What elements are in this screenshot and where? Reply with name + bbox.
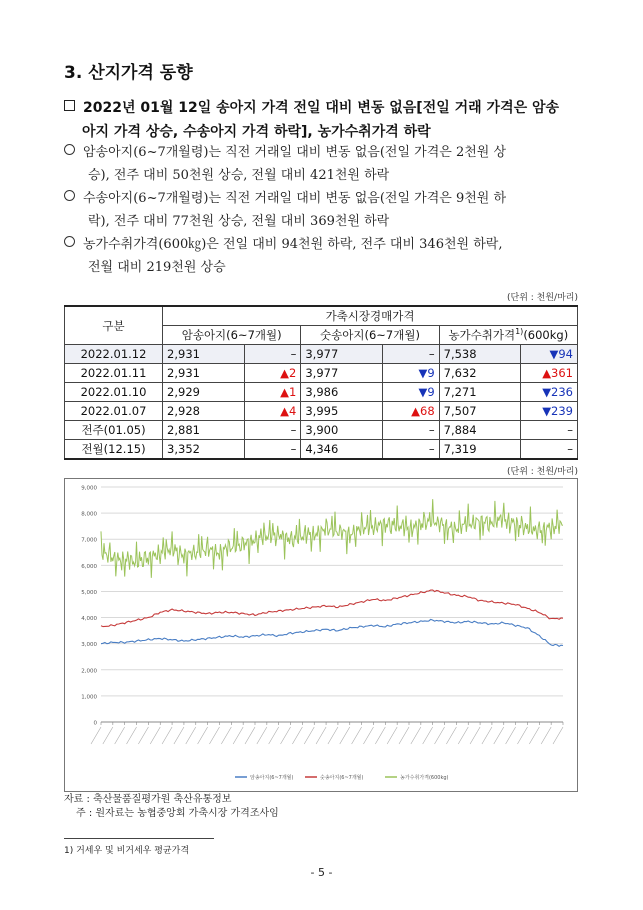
source-note	[64, 793, 279, 821]
headline	[64, 96, 594, 144]
source-line1: 자료 : 축산물품질평가원 축산유통정보	[64, 794, 232, 805]
x-tick-label	[162, 727, 172, 744]
change-cell: –	[382, 440, 439, 460]
change-cell: –	[521, 421, 578, 440]
legend-label: 숫송아지(6~7개월)	[320, 775, 364, 781]
header-main: 가축시장경매가격	[163, 306, 578, 326]
x-tick-label	[470, 727, 480, 744]
x-tick-label	[494, 727, 504, 744]
x-tick-label	[387, 727, 397, 744]
series-line	[101, 499, 563, 578]
line-chart	[65, 479, 577, 791]
x-tick-label	[91, 727, 101, 744]
y-tick-label: 8,000	[81, 511, 97, 518]
date-cell: 2022.01.10	[65, 383, 163, 402]
x-tick-label	[174, 727, 184, 744]
price-table	[64, 305, 578, 460]
x-tick-label	[352, 727, 362, 744]
value-cell: 2,928	[163, 402, 245, 421]
bullet-line2: 전월 대비 219천원 상승	[88, 260, 226, 275]
headline-line1: 2022년 01월 12일 송아지 가격 전일 대비 변동 없음[전일 거래 가격은 암송	[83, 100, 560, 116]
value-cell: 2,881	[163, 421, 245, 440]
change-cell: ▲1	[244, 383, 301, 402]
x-tick-label	[411, 727, 421, 744]
x-tick-label	[103, 727, 113, 744]
change-cell: ▼94	[521, 345, 578, 364]
x-tick-label	[233, 727, 243, 744]
change-cell: ▼236	[521, 383, 578, 402]
value-cell: 2,929	[163, 383, 245, 402]
x-tick-label	[127, 727, 137, 744]
x-tick-label	[245, 727, 255, 744]
x-tick-label	[198, 727, 208, 744]
change-cell: –	[244, 421, 301, 440]
change-cell: –	[382, 421, 439, 440]
value-cell: 2,931	[163, 345, 245, 364]
y-tick-label: 6,000	[81, 563, 97, 570]
table-unit: (단위 : 천원/마리)	[507, 293, 578, 303]
date-cell: 전월(12.15)	[65, 440, 163, 460]
x-tick-label	[292, 727, 302, 744]
y-tick-label: 9,000	[81, 485, 97, 492]
table-row	[65, 383, 578, 402]
y-tick-label: 1,000	[81, 694, 97, 701]
table-row	[65, 421, 578, 440]
value-cell: 2,931	[163, 364, 245, 383]
change-cell: ▼9	[382, 383, 439, 402]
headline-line2: 아지 가격 상승, 수송아지 가격 하락], 농가수취가격 하락	[82, 124, 431, 140]
change-cell: ▲4	[244, 402, 301, 421]
x-tick-label	[115, 727, 125, 744]
x-tick-label	[458, 727, 468, 744]
date-cell: 2022.01.07	[65, 402, 163, 421]
x-tick-label	[221, 727, 231, 744]
square-bullet-icon	[64, 100, 75, 111]
footnote: 1) 거세우 및 비거세우 평균가격	[64, 846, 190, 856]
value-cell: 7,507	[439, 402, 521, 421]
x-tick-label	[541, 727, 551, 744]
value-cell: 7,884	[439, 421, 521, 440]
legend-label: 농가수취가격(600kg)	[400, 775, 449, 781]
x-tick-label	[553, 727, 563, 744]
change-cell: ▲68	[382, 402, 439, 421]
value-cell: 7,271	[439, 383, 521, 402]
x-tick-label	[257, 727, 267, 744]
x-tick-label	[529, 727, 539, 744]
change-cell: –	[244, 440, 301, 460]
bullet-item	[64, 141, 594, 187]
header-col2: 숫송아지(6~7개월)	[301, 326, 439, 345]
change-cell: ▼9	[382, 364, 439, 383]
change-cell: ▲2	[244, 364, 301, 383]
date-cell: 전주(01.05)	[65, 421, 163, 440]
x-tick-label	[482, 727, 492, 744]
x-tick-label	[435, 727, 445, 744]
x-tick-label	[363, 727, 373, 744]
x-tick-label	[209, 727, 219, 744]
table-row	[65, 364, 578, 383]
change-cell: –	[382, 345, 439, 364]
circle-bullet-icon	[64, 144, 75, 155]
y-tick-label: 0	[93, 720, 97, 727]
footnote-divider	[64, 838, 214, 839]
x-tick-label	[446, 727, 456, 744]
value-cell: 4,346	[301, 440, 383, 460]
bullet-item	[64, 187, 594, 233]
x-tick-label	[316, 727, 326, 744]
x-tick-label	[150, 727, 160, 744]
value-cell: 3,986	[301, 383, 383, 402]
y-tick-label: 2,000	[81, 668, 97, 675]
table-row	[65, 345, 578, 364]
bullet-line2: 락), 전주 대비 77천원 상승, 전월 대비 369천원 하락	[88, 214, 390, 229]
source-line2: 주 : 원자료는 농협중앙회 가축시장 가격조사임	[76, 808, 279, 819]
circle-bullet-icon	[64, 236, 75, 247]
x-tick-label	[138, 727, 148, 744]
table-row	[65, 402, 578, 421]
chart-unit: (단위 : 천원/마리)	[507, 467, 578, 477]
change-cell: ▼239	[521, 402, 578, 421]
section-title: 3. 산지가격 동향	[64, 63, 193, 83]
date-cell: 2022.01.11	[65, 364, 163, 383]
y-tick-label: 5,000	[81, 589, 97, 596]
series-line	[101, 590, 563, 627]
x-tick-label	[281, 727, 291, 744]
x-tick-label	[186, 727, 196, 744]
value-cell: 3,995	[301, 402, 383, 421]
page-number: - 5 -	[310, 866, 333, 879]
price-chart	[64, 478, 578, 792]
value-cell: 3,352	[163, 440, 245, 460]
date-cell: 2022.01.12	[65, 345, 163, 364]
bullet-line2: 승), 전주 대비 50천원 상승, 전월 대비 421천원 하락	[88, 168, 390, 183]
bullet-item	[64, 233, 594, 279]
change-cell: –	[244, 345, 301, 364]
header-col1: 암송아지(6~7개월)	[163, 326, 301, 345]
x-tick-label	[423, 727, 433, 744]
change-cell: –	[521, 440, 578, 460]
x-tick-label	[328, 727, 338, 744]
y-tick-label: 3,000	[81, 642, 97, 649]
table-row	[65, 440, 578, 460]
x-tick-label	[304, 727, 314, 744]
x-tick-label	[399, 727, 409, 744]
bullet-line1: 농가수취가격(600㎏)은 전일 대비 94천원 하락, 전주 대비 346천원 하락,	[83, 237, 503, 252]
bullet-line1: 암송아지(6~7개월령)는 직전 거래일 대비 변동 없음(전일 가격은 2천원 상	[83, 145, 507, 160]
bullet-line1: 수송아지(6~7개월령)는 직전 거래일 대비 변동 없음(전일 가격은 9천원 하	[83, 191, 507, 206]
x-tick-label	[517, 727, 527, 744]
value-cell: 7,538	[439, 345, 521, 364]
header-group: 구분	[65, 306, 163, 345]
x-tick-label	[269, 727, 279, 744]
value-cell: 3,900	[301, 421, 383, 440]
x-tick-label	[340, 727, 350, 744]
value-cell: 3,977	[301, 364, 383, 383]
value-cell: 7,632	[439, 364, 521, 383]
series-line	[101, 619, 563, 646]
x-tick-label	[506, 727, 516, 744]
header-col3: 농가수취가격$^{1)}$(600kg)	[439, 326, 577, 345]
y-tick-label: 7,000	[81, 537, 97, 544]
y-tick-label: 4,000	[81, 616, 97, 623]
legend-label: 암송아지(6~7개월)	[250, 775, 294, 781]
value-cell: 3,977	[301, 345, 383, 364]
circle-bullet-icon	[64, 190, 75, 201]
value-cell: 7,319	[439, 440, 521, 460]
x-tick-label	[375, 727, 385, 744]
change-cell: ▲361	[521, 364, 578, 383]
